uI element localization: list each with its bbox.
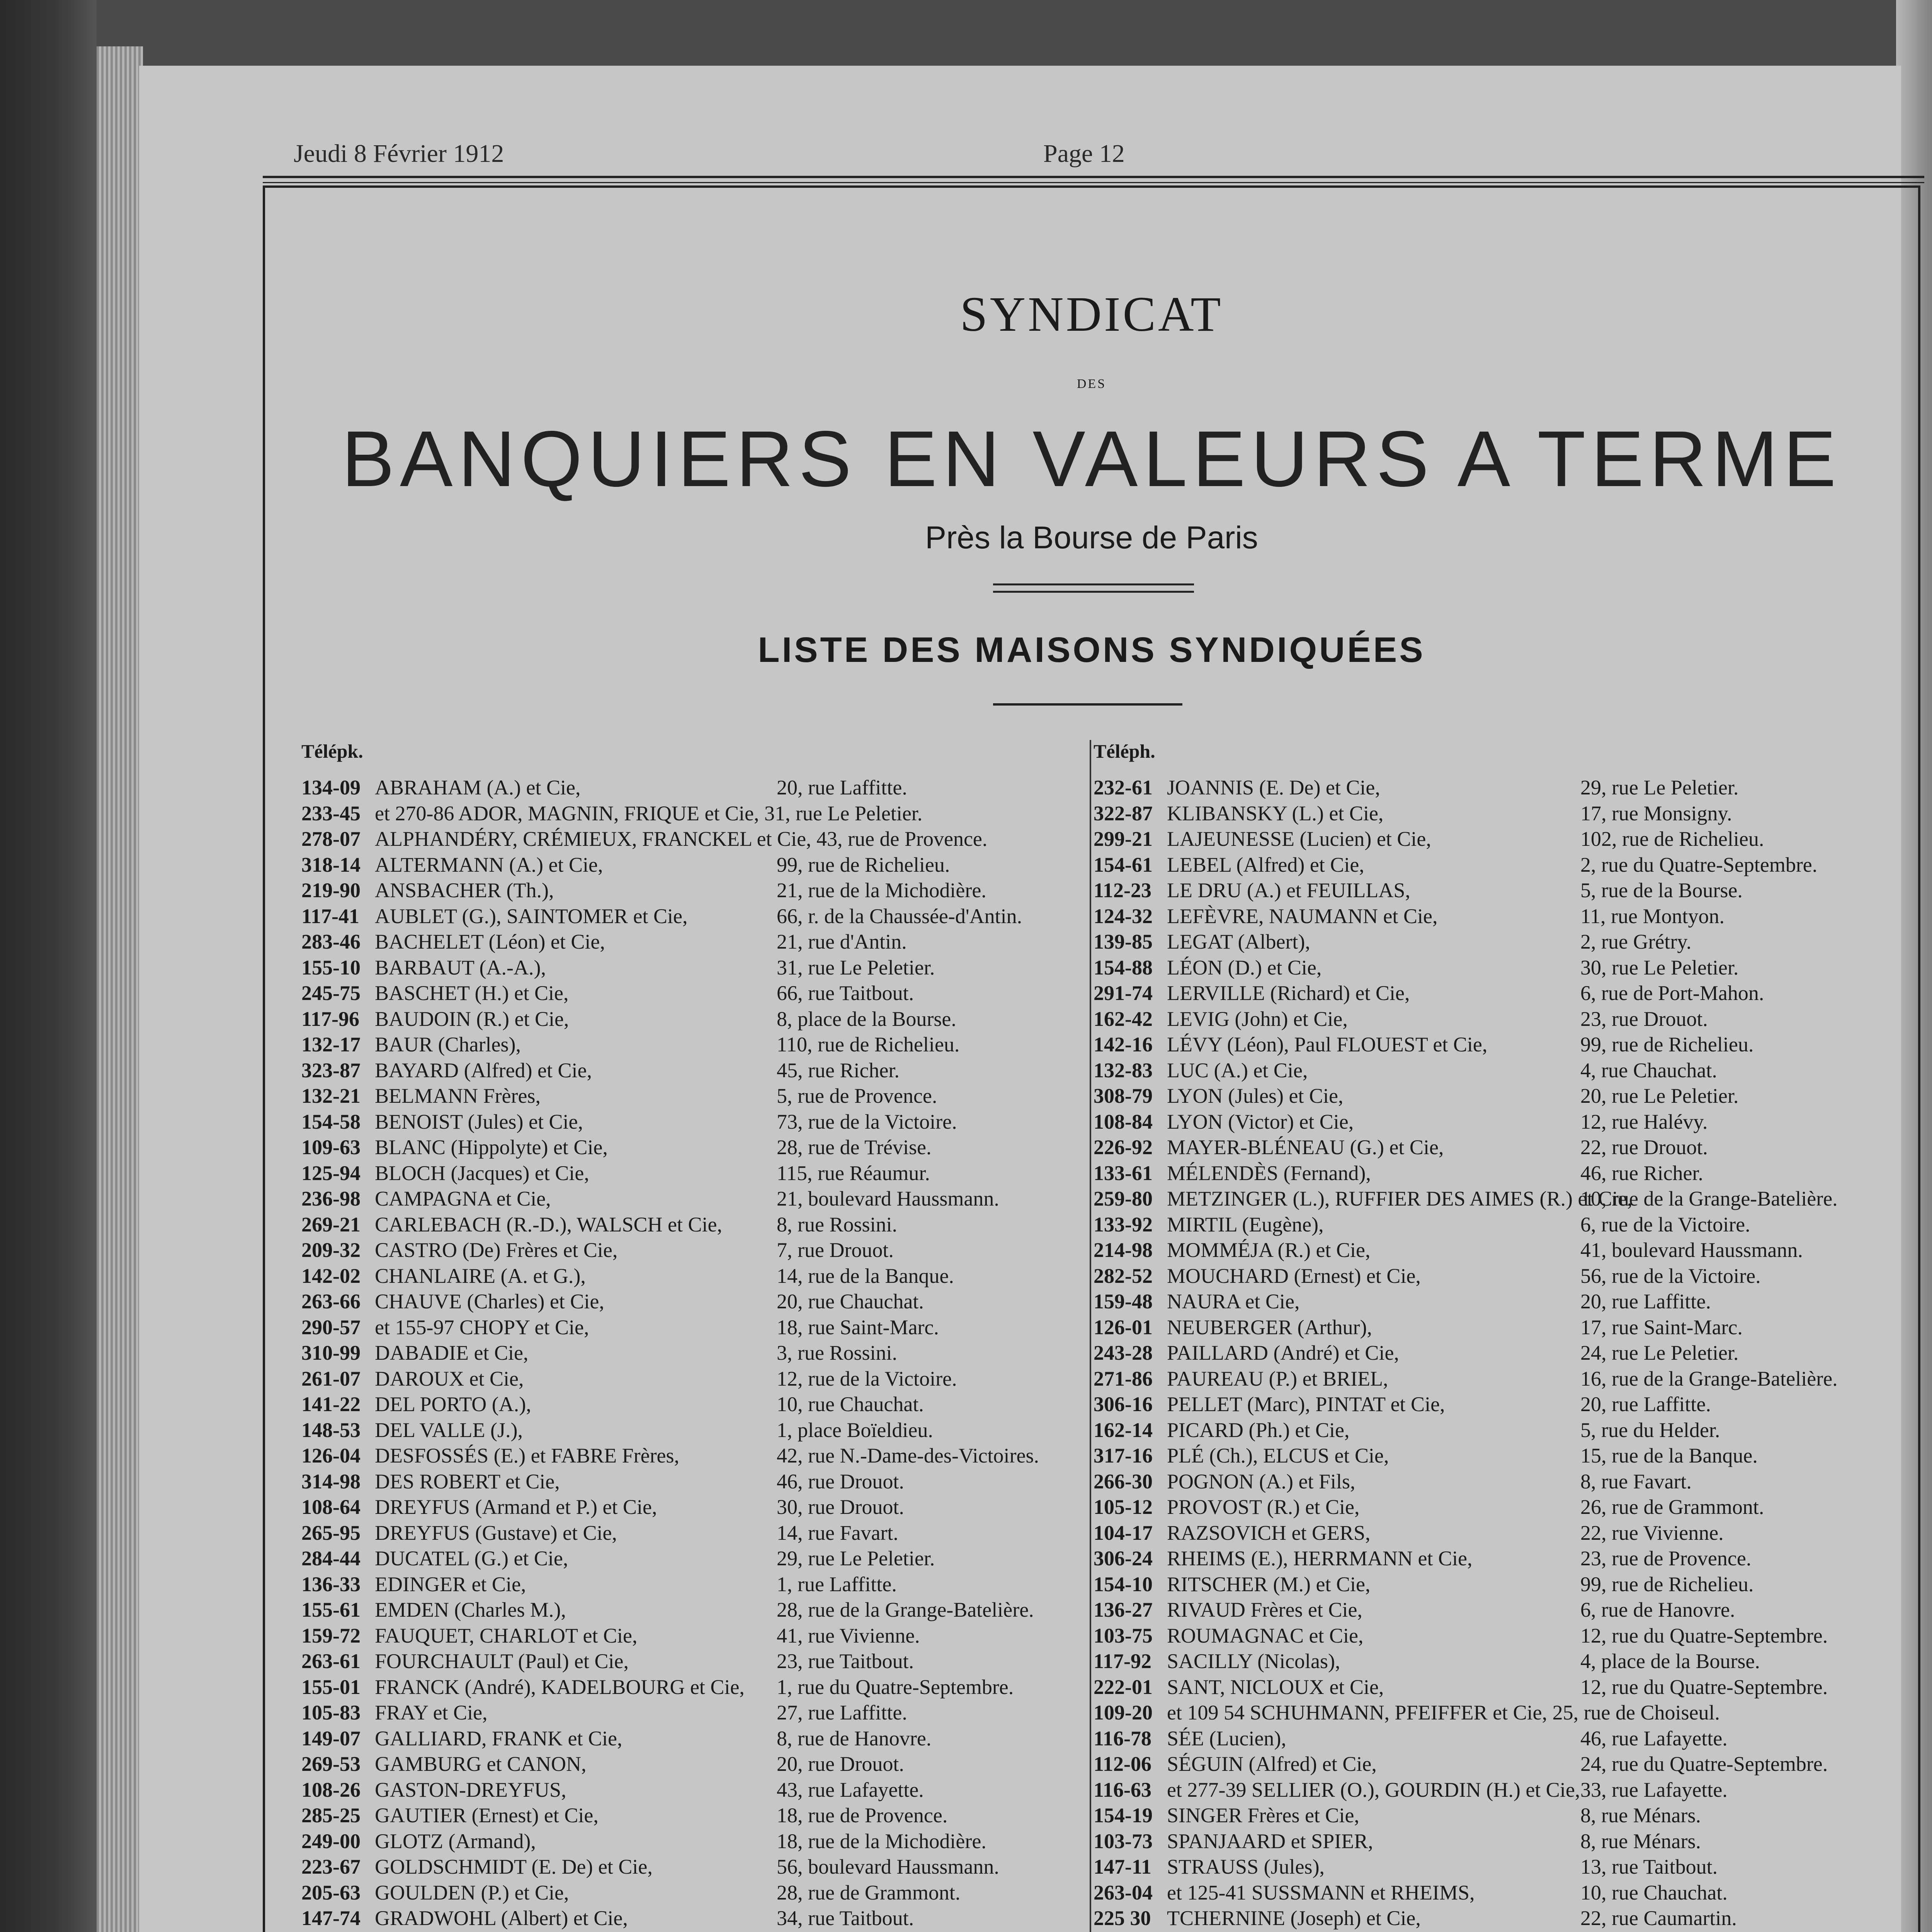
member-name: GOULDEN (P.) et Cie, xyxy=(375,1881,569,1904)
member-address: 23, rue Taitbout. xyxy=(777,1650,914,1673)
telephone-number: 219-90 xyxy=(301,879,361,902)
member-name: GASTON-DREYFUS, xyxy=(375,1778,566,1801)
member-address: 99, rue de Richelieu. xyxy=(1580,1572,1754,1596)
member-name: DES ROBERT et Cie, xyxy=(375,1469,560,1493)
telephone-number: 226-92 xyxy=(1094,1136,1153,1159)
member-name: FAUQUET, CHARLOT et Cie, xyxy=(375,1624,638,1647)
telephone-number: 108-84 xyxy=(1094,1110,1153,1133)
telephone-number: 290-57 xyxy=(301,1315,361,1339)
member-name: FOURCHAULT (Paul) et Cie, xyxy=(375,1650,629,1673)
member-address: 20, rue Laffitte. xyxy=(1580,1290,1711,1313)
telephone-number: 283-46 xyxy=(301,930,361,953)
telephone-number: 132-21 xyxy=(301,1084,361,1107)
member-name: DUCATEL (G.) et Cie, xyxy=(375,1547,568,1570)
member-address: 8, rue de Hanovre. xyxy=(777,1726,932,1750)
member-address: 8, rue Ménars. xyxy=(1580,1829,1701,1853)
member-name: MAYER-BLÉNEAU (G.) et Cie, xyxy=(1167,1136,1444,1159)
member-address: 7, rue Drouot. xyxy=(777,1238,894,1262)
member-name: JOANNIS (E. De) et Cie, xyxy=(1167,776,1380,799)
member-address: 66, rue Taitbout. xyxy=(777,981,914,1005)
telephone-number: 139-85 xyxy=(1094,930,1153,953)
telephone-number: 222-01 xyxy=(1094,1675,1153,1699)
member-name: MOMMÉJA (R.) et Cie, xyxy=(1167,1238,1371,1262)
member-name: SÉGUIN (Alfred) et Cie, xyxy=(1167,1752,1377,1776)
member-name: NEUBERGER (Arthur), xyxy=(1167,1315,1372,1339)
telephone-number: 314-98 xyxy=(301,1469,361,1493)
telephone-number: 225 30 xyxy=(1094,1906,1151,1930)
member-name: TCHERNINE (Joseph) et Cie, xyxy=(1167,1906,1421,1930)
telephone-number: 159-48 xyxy=(1094,1290,1153,1313)
member-address: 15, rue de la Banque. xyxy=(1580,1444,1758,1467)
member-name: FRANCK (André), KADELBOURG et Cie, xyxy=(375,1675,745,1699)
member-name: RHEIMS (E.), HERRMANN et Cie, xyxy=(1167,1547,1473,1570)
telephone-number: 136-27 xyxy=(1094,1598,1153,1621)
telephone-number: 132-17 xyxy=(301,1033,361,1056)
member-name: PROVOST (R.) et Cie, xyxy=(1167,1495,1360,1519)
member-name: et 277-39 SELLIER (O.), GOURDIN (H.) et Cie, xyxy=(1167,1778,1580,1801)
member-address: 22, rue Vivienne. xyxy=(1580,1521,1724,1544)
syndicat-heading: SYNDICAT xyxy=(960,287,1223,342)
member-name: MÉLENDÈS (Fernand), xyxy=(1167,1161,1371,1185)
telephone-number: 155-10 xyxy=(301,956,361,979)
member-name: PLÉ (Ch.), ELCUS et Cie, xyxy=(1167,1444,1389,1467)
telephone-number: 308-79 xyxy=(1094,1084,1153,1107)
member-name: CHAUVE (Charles) et Cie, xyxy=(375,1290,604,1313)
member-address: 33, rue Lafayette. xyxy=(1580,1778,1728,1801)
member-address: 29, rue Le Peletier. xyxy=(1580,776,1739,799)
telephone-number: 132-83 xyxy=(1094,1058,1153,1082)
member-name: DABADIE et Cie, xyxy=(375,1341,529,1364)
member-name: GRADWOHL (Albert) et Cie, xyxy=(375,1906,628,1930)
telephone-number: 162-42 xyxy=(1094,1007,1153,1031)
telephone-number: 134-09 xyxy=(301,776,361,799)
telephone-number: 310-99 xyxy=(301,1341,361,1364)
telephone-number: 263-66 xyxy=(301,1290,361,1313)
member-address: 18, rue de la Michodière. xyxy=(777,1829,986,1853)
member-address: 8, place de la Bourse. xyxy=(777,1007,956,1031)
member-name: KLIBANSKY (L.) et Cie, xyxy=(1167,801,1384,825)
member-name: AUBLET (G.), SAINTOMER et Cie, xyxy=(375,904,688,928)
member-address: 29, rue Le Peletier. xyxy=(777,1547,935,1570)
telephone-number: 104-17 xyxy=(1094,1521,1153,1544)
member-name: LUC (A.) et Cie, xyxy=(1167,1058,1308,1082)
telephone-number: 124-32 xyxy=(1094,904,1153,928)
telephone-number: 265-95 xyxy=(301,1521,361,1544)
member-address: 8, rue Rossini. xyxy=(777,1213,898,1236)
telephone-number: 223-67 xyxy=(301,1855,361,1878)
telephone-number: 154-19 xyxy=(1094,1804,1153,1827)
member-address: 43, rue Lafayette. xyxy=(777,1778,924,1801)
member-address: 28, rue de la Grange-Batelière. xyxy=(777,1598,1034,1621)
member-name: LERVILLE (Richard) et Cie, xyxy=(1167,981,1410,1005)
member-address: 1, rue Laffitte. xyxy=(777,1572,897,1596)
member-name: PAUREAU (P.) et BRIEL, xyxy=(1167,1367,1388,1390)
member-address: 16, rue de la Grange-Batelière. xyxy=(1580,1367,1838,1390)
member-name: DAROUX et Cie, xyxy=(375,1367,524,1390)
member-address: 4, rue Chauchat. xyxy=(1580,1058,1717,1082)
member-name: MOUCHARD (Ernest) et Cie, xyxy=(1167,1264,1421,1287)
member-name: ANSBACHER (Th.), xyxy=(375,879,554,902)
member-address: 6, rue de Hanovre. xyxy=(1580,1598,1735,1621)
member-address: 30, rue Drouot. xyxy=(777,1495,904,1519)
member-name: SACILLY (Nicolas), xyxy=(1167,1650,1340,1673)
member-name: BAYARD (Alfred) et Cie, xyxy=(375,1058,592,1082)
telephone-number: 259-80 xyxy=(1094,1187,1153,1210)
member-address: 1, rue du Quatre-Septembre. xyxy=(777,1675,1014,1699)
member-address: 46, rue Richer. xyxy=(1580,1161,1703,1185)
member-name: BELMANN Frères, xyxy=(375,1084,541,1107)
telephone-number: 105-12 xyxy=(1094,1495,1153,1519)
member-address: 110, rue de Richelieu. xyxy=(777,1033,960,1056)
telephone-number: 142-16 xyxy=(1094,1033,1153,1056)
telephone-number: 112-23 xyxy=(1094,879,1152,902)
telephone-number: 105-83 xyxy=(301,1701,361,1724)
telephone-number: 155-61 xyxy=(301,1598,361,1621)
telephone-number: 116-78 xyxy=(1094,1726,1152,1750)
member-address: 20, rue Drouot. xyxy=(777,1752,904,1776)
member-name: PICARD (Ph.) et Cie, xyxy=(1167,1418,1350,1442)
member-name: LEBEL (Alfred) et Cie, xyxy=(1167,853,1364,876)
member-address: 5, rue du Helder. xyxy=(1580,1418,1720,1442)
telephone-number: 271-86 xyxy=(1094,1367,1153,1390)
telephone-number: 269-21 xyxy=(301,1213,361,1236)
member-address: 41, rue Vivienne. xyxy=(777,1624,920,1647)
member-name: CHANLAIRE (A. et G.), xyxy=(375,1264,586,1287)
member-address: 46, rue Drouot. xyxy=(777,1469,904,1493)
member-name: et 125-41 SUSSMANN et RHEIMS, xyxy=(1167,1881,1475,1904)
telephone-number: 159-72 xyxy=(301,1624,361,1647)
telephone-number: 149-07 xyxy=(301,1726,361,1750)
member-name: BAUR (Charles), xyxy=(375,1033,521,1056)
member-address: 46, rue Lafayette. xyxy=(1580,1726,1728,1750)
member-address: 17, rue Saint-Marc. xyxy=(1580,1315,1743,1339)
telephone-number: 266-30 xyxy=(1094,1469,1153,1493)
telephone-number: 317-16 xyxy=(1094,1444,1153,1467)
member-name: ALPHANDÉRY, CRÉMIEUX, FRANCKEL et Cie, 43, rue de Provence. xyxy=(375,827,988,850)
telephone-number: 299-21 xyxy=(1094,827,1153,850)
member-name: RAZSOVICH et GERS, xyxy=(1167,1521,1371,1544)
telephone-number: 148-53 xyxy=(301,1418,361,1442)
page-edges xyxy=(97,46,143,1932)
telephone-number: 318-14 xyxy=(301,853,361,876)
telephone-number: 245-75 xyxy=(301,981,361,1005)
telephone-number: 142-02 xyxy=(301,1264,361,1287)
member-name: et 109 54 SCHUHMANN, PFEIFFER et Cie, 25, rue de Choiseul. xyxy=(1167,1701,1720,1724)
section-rule xyxy=(993,703,1182,706)
member-name: DEL VALLE (J.), xyxy=(375,1418,523,1442)
member-name: ROUMAGNAC et Cie, xyxy=(1167,1624,1364,1647)
telephone-number: 154-10 xyxy=(1094,1572,1153,1596)
member-address: 99, rue de Richelieu. xyxy=(1580,1033,1754,1056)
telephone-number: 291-74 xyxy=(1094,981,1153,1005)
member-address: 22, rue Caumartin. xyxy=(1580,1906,1737,1930)
member-address: 6, rue de Port-Mahon. xyxy=(1580,981,1764,1005)
telephone-number: 263-61 xyxy=(301,1650,361,1673)
member-name: LAJEUNESSE (Lucien) et Cie, xyxy=(1167,827,1431,850)
member-address: 27, rue Laffitte. xyxy=(777,1701,907,1724)
telephone-number: 284-44 xyxy=(301,1547,361,1570)
member-address: 1, place Boïeldieu. xyxy=(777,1418,933,1442)
member-name: STRAUSS (Jules), xyxy=(1167,1855,1325,1878)
telephone-number: 269-53 xyxy=(301,1752,361,1776)
running-head-page: Page 12 xyxy=(1043,139,1125,168)
member-name: LEFÈVRE, NAUMANN et Cie, xyxy=(1167,904,1438,928)
member-address: 14, rue de la Banque. xyxy=(777,1264,954,1287)
telephone-number: 117-96 xyxy=(301,1007,360,1031)
des-heading: DES xyxy=(1077,377,1107,391)
member-address: 31, rue Le Peletier. xyxy=(777,956,935,979)
telephone-number: 155-01 xyxy=(301,1675,361,1699)
member-name: ABRAHAM (A.) et Cie, xyxy=(375,776,581,799)
member-address: 21, rue d'Antin. xyxy=(777,930,907,953)
telephone-number: 109-63 xyxy=(301,1136,361,1159)
member-name: LEGAT (Albert), xyxy=(1167,930,1310,953)
member-address: 12, rue de la Victoire. xyxy=(777,1367,957,1390)
telephone-number: 214-98 xyxy=(1094,1238,1153,1262)
telephone-number: 306-16 xyxy=(1094,1393,1153,1416)
member-address: 5, rue de Provence. xyxy=(777,1084,937,1107)
member-name: BARBAUT (A.-A.), xyxy=(375,956,546,979)
member-name: EMDEN (Charles M.), xyxy=(375,1598,566,1621)
telephone-column-header: Téléph. xyxy=(1094,740,1155,762)
member-address: 20, rue Laffitte. xyxy=(777,776,907,799)
member-name: PELLET (Marc), PINTAT et Cie, xyxy=(1167,1393,1445,1416)
telephone-number: 116-63 xyxy=(1094,1778,1152,1801)
member-address: 8, rue Ménars. xyxy=(1580,1804,1701,1827)
member-name: MIRTIL (Eugène), xyxy=(1167,1213,1324,1236)
telephone-number: 323-87 xyxy=(301,1058,361,1082)
member-address: 14, rue Favart. xyxy=(777,1521,898,1544)
telephone-number: 126-01 xyxy=(1094,1315,1153,1339)
telephone-number: 249-00 xyxy=(301,1829,361,1853)
member-name: LÉON (D.) et Cie, xyxy=(1167,956,1322,979)
telephone-number: 263-04 xyxy=(1094,1881,1153,1904)
telephone-number: 236-98 xyxy=(301,1187,361,1210)
member-address: 4, place de la Bourse. xyxy=(1580,1650,1760,1673)
member-name: BENOIST (Jules) et Cie, xyxy=(375,1110,583,1133)
running-head-date: Jeudi 8 Février 1912 xyxy=(294,139,504,168)
member-address: 10, rue de la Grange-Batelière. xyxy=(1580,1187,1838,1210)
member-address: 41, boulevard Haussmann. xyxy=(1580,1238,1803,1262)
member-name: DREYFUS (Armand et P.) et Cie, xyxy=(375,1495,657,1519)
member-address: 12, rue du Quatre-Septembre. xyxy=(1580,1624,1828,1647)
telephone-number: 285-25 xyxy=(301,1804,361,1827)
member-address: 5, rue de la Bourse. xyxy=(1580,879,1743,902)
member-name: BASCHET (H.) et Cie, xyxy=(375,981,569,1005)
member-address: 11, rue Montyon. xyxy=(1580,904,1725,928)
member-name: CAMPAGNA et Cie, xyxy=(375,1187,551,1210)
member-address: 56, boulevard Haussmann. xyxy=(777,1855,999,1878)
member-address: 66, r. de la Chaussée-d'Antin. xyxy=(777,904,1022,928)
telephone-number: 133-61 xyxy=(1094,1161,1153,1185)
member-address: 17, rue Monsigny. xyxy=(1580,801,1732,825)
member-name: POGNON (A.) et Fils, xyxy=(1167,1469,1355,1493)
member-address: 2, rue Grétry. xyxy=(1580,930,1692,953)
telephone-number: 154-61 xyxy=(1094,853,1153,876)
telephone-number: 112-06 xyxy=(1094,1752,1152,1776)
member-name: RITSCHER (M.) et Cie, xyxy=(1167,1572,1371,1596)
telephone-number: 261-07 xyxy=(301,1367,361,1390)
telephone-number: 147-11 xyxy=(1094,1855,1152,1878)
telephone-number: 147-74 xyxy=(301,1906,361,1930)
member-address: 18, rue de Provence. xyxy=(777,1804,948,1827)
member-address: 34, rue Taitbout. xyxy=(777,1906,914,1930)
member-name: ALTERMANN (A.) et Cie, xyxy=(375,853,603,876)
member-name: BAUDOIN (R.) et Cie, xyxy=(375,1007,569,1031)
telephone-number: 133-92 xyxy=(1094,1213,1153,1236)
member-name: LE DRU (A.) et FEUILLAS, xyxy=(1167,879,1410,902)
telephone-number: 205-63 xyxy=(301,1881,361,1904)
telephone-number: 282-52 xyxy=(1094,1264,1153,1287)
telephone-number: 117-41 xyxy=(301,904,360,928)
member-address: 45, rue Richer. xyxy=(777,1058,900,1082)
telephone-number: 108-26 xyxy=(301,1778,361,1801)
member-address: 24, rue Le Peletier. xyxy=(1580,1341,1739,1364)
member-name: GLOTZ (Armand), xyxy=(375,1829,536,1853)
member-address: 12, rue du Quatre-Septembre. xyxy=(1580,1675,1828,1699)
member-address: 73, rue de la Victoire. xyxy=(777,1110,957,1133)
member-name: PAILLARD (André) et Cie, xyxy=(1167,1341,1399,1364)
member-name: DREYFUS (Gustave) et Cie, xyxy=(375,1521,617,1544)
member-address: 2, rue du Quatre-Septembre. xyxy=(1580,853,1818,876)
telephone-number: 306-24 xyxy=(1094,1547,1153,1570)
member-address: 115, rue Réaumur. xyxy=(777,1161,930,1185)
member-name: LYON (Victor) et Cie, xyxy=(1167,1110,1354,1133)
member-address: 102, rue de Richelieu. xyxy=(1580,827,1764,850)
subtitle: Près la Bourse de Paris xyxy=(925,520,1258,555)
member-name: SINGER Frères et Cie, xyxy=(1167,1804,1359,1827)
member-name: EDINGER et Cie, xyxy=(375,1572,526,1596)
member-address: 20, rue Le Peletier. xyxy=(1580,1084,1739,1107)
member-name: SPANJAARD et SPIER, xyxy=(1167,1829,1373,1853)
member-name: et 155-97 CHOPY et Cie, xyxy=(375,1315,589,1339)
member-name: DESFOSSÉS (E.) et FABRE Frères, xyxy=(375,1444,680,1467)
member-address: 13, rue Taitbout. xyxy=(1580,1855,1718,1878)
member-address: 20, rue Laffitte. xyxy=(1580,1393,1711,1416)
telephone-number: 162-14 xyxy=(1094,1418,1153,1442)
telephone-number: 126-04 xyxy=(301,1444,361,1467)
telephone-number: 103-73 xyxy=(1094,1829,1153,1853)
telephone-number: 108-64 xyxy=(301,1495,361,1519)
member-name: BACHELET (Léon) et Cie, xyxy=(375,930,605,953)
member-address: 42, rue N.-Dame-des-Victoires. xyxy=(777,1444,1039,1467)
telephone-number: 109-20 xyxy=(1094,1701,1153,1724)
member-name: RIVAUD Frères et Cie, xyxy=(1167,1598,1362,1621)
member-name: GALLIARD, FRANK et Cie, xyxy=(375,1726,622,1750)
member-address: 56, rue de la Victoire. xyxy=(1580,1264,1761,1287)
double-rule xyxy=(993,583,1194,593)
telephone-number: 209-32 xyxy=(301,1238,361,1262)
member-name: BLOCH (Jacques) et Cie, xyxy=(375,1161,589,1185)
telephone-column-header: Télépk. xyxy=(301,740,363,762)
member-name: LEVIG (John) et Cie, xyxy=(1167,1007,1348,1031)
member-address: 20, rue Chauchat. xyxy=(777,1290,924,1313)
member-address: 99, rue de Richelieu. xyxy=(777,853,950,876)
member-address: 18, rue Saint-Marc. xyxy=(777,1315,939,1339)
member-name: METZINGER (L.), RUFFIER DES AIMES (R.) et Cie, xyxy=(1167,1187,1633,1210)
main-title: BANQUIERS EN VALEURS A TERME xyxy=(342,415,1842,503)
telephone-number: 117-92 xyxy=(1094,1650,1152,1673)
member-address: 30, rue Le Peletier. xyxy=(1580,956,1739,979)
member-address: 23, rue Drouot. xyxy=(1580,1007,1708,1031)
member-name: DEL PORTO (A.), xyxy=(375,1393,531,1416)
telephone-number: 103-75 xyxy=(1094,1624,1153,1647)
member-name: LÉVY (Léon), Paul FLOUEST et Cie, xyxy=(1167,1033,1488,1056)
member-name: et 270-86 ADOR, MAGNIN, FRIQUE et Cie, 31, rue Le Peletier. xyxy=(375,801,923,825)
member-name: BLANC (Hippolyte) et Cie, xyxy=(375,1136,608,1159)
scan-background-left xyxy=(0,0,97,1932)
telephone-number: 232-61 xyxy=(1094,776,1153,799)
telephone-number: 141-22 xyxy=(301,1393,361,1416)
member-name: GAMBURG et CANON, xyxy=(375,1752,587,1776)
telephone-number: 125-94 xyxy=(301,1161,361,1185)
member-name: NAURA et Cie, xyxy=(1167,1290,1300,1313)
member-address: 26, rue de Grammont. xyxy=(1580,1495,1764,1519)
member-address: 12, rue Halévy. xyxy=(1580,1110,1708,1133)
member-address: 10, rue Chauchat. xyxy=(1580,1881,1728,1904)
column-divider xyxy=(1090,740,1091,1932)
telephone-number: 136-33 xyxy=(301,1572,361,1596)
member-address: 3, rue Rossini. xyxy=(777,1341,898,1364)
member-address: 23, rue de Provence. xyxy=(1580,1547,1752,1570)
member-name: GOLDSCHMIDT (E. De) et Cie, xyxy=(375,1855,653,1878)
telephone-number: 154-88 xyxy=(1094,956,1153,979)
telephone-number: 322-87 xyxy=(1094,801,1153,825)
telephone-number: 154-58 xyxy=(301,1110,361,1133)
member-name: SANT, NICLOUX et Cie, xyxy=(1167,1675,1384,1699)
member-name: FRAY et Cie, xyxy=(375,1701,488,1724)
member-name: SÉE (Lucien), xyxy=(1167,1726,1286,1750)
section-title: LISTE DES MAISONS SYNDIQUÉES xyxy=(758,630,1425,670)
member-address: 22, rue Drouot. xyxy=(1580,1136,1708,1159)
member-name: CARLEBACH (R.-D.), WALSCH et Cie, xyxy=(375,1213,722,1236)
member-address: 21, boulevard Haussmann. xyxy=(777,1187,999,1210)
member-name: GAUTIER (Ernest) et Cie, xyxy=(375,1804,599,1827)
telephone-number: 233-45 xyxy=(301,801,361,825)
member-address: 24, rue du Quatre-Septembre. xyxy=(1580,1752,1828,1776)
member-address: 28, rue de Trévise. xyxy=(777,1136,932,1159)
member-address: 6, rue de la Victoire. xyxy=(1580,1213,1750,1236)
member-address: 21, rue de la Michodière. xyxy=(777,879,986,902)
member-address: 10, rue Chauchat. xyxy=(777,1393,924,1416)
telephone-number: 243-28 xyxy=(1094,1341,1153,1364)
member-name: LYON (Jules) et Cie, xyxy=(1167,1084,1344,1107)
member-address: 28, rue de Grammont. xyxy=(777,1881,961,1904)
top-rule xyxy=(263,176,1924,183)
telephone-number: 278-07 xyxy=(301,827,361,850)
member-name: CASTRO (De) Frères et Cie, xyxy=(375,1238,618,1262)
member-address: 8, rue Favart. xyxy=(1580,1469,1692,1493)
